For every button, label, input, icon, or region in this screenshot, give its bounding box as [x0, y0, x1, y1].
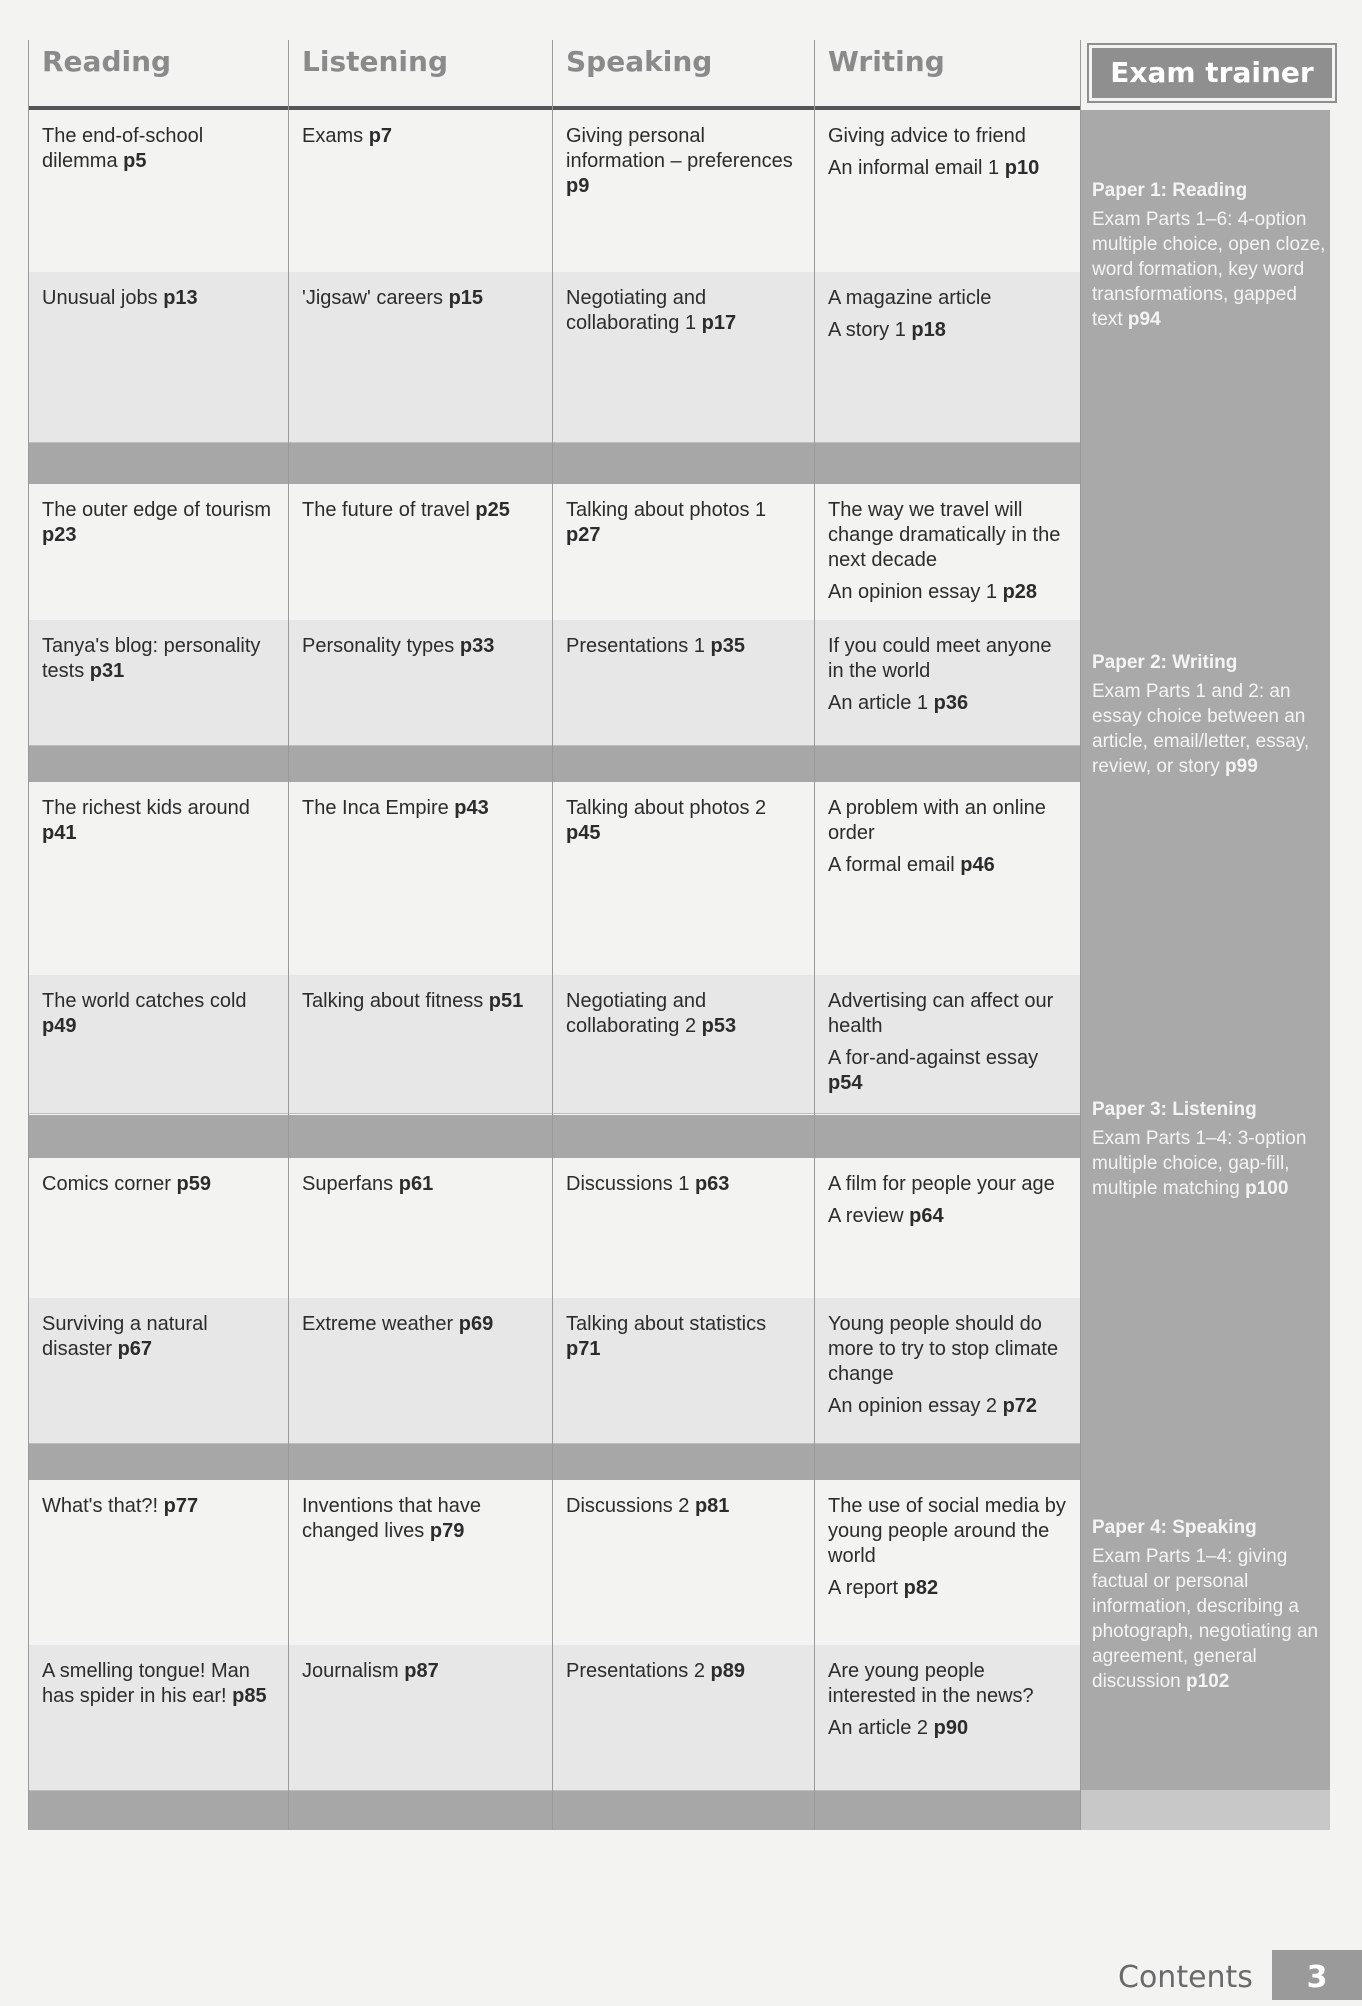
- reading-entry: [42, 1312, 278, 1362]
- exam-paper-page-ref[interactable]: p100: [1245, 1178, 1289, 1199]
- listening-entry: [302, 634, 542, 659]
- cell-writing: [814, 1298, 1080, 1443]
- writing-topic: If you could meet anyone in the world: [828, 635, 1052, 682]
- writing-entry: [828, 1716, 1070, 1741]
- reading-topic: Surviving a natural disaster: [42, 1313, 208, 1360]
- writing-topic: Young people should do more to try to stop climate change: [828, 1313, 1059, 1385]
- exam-paper-title: Paper 4: Speaking: [1092, 1517, 1257, 1538]
- listening-page-ref[interactable]: p33: [459, 635, 495, 657]
- column-divider: [1080, 40, 1081, 1830]
- reading-page-ref[interactable]: p23: [42, 524, 77, 546]
- cell-listening: [288, 110, 552, 272]
- exam-trainer-column-footer: [1080, 1790, 1330, 1830]
- cell-writing: [814, 110, 1080, 272]
- writing-topic: A magazine article: [828, 287, 992, 309]
- writing-topic: Advertising can affect our health: [828, 990, 1054, 1037]
- writing-entry: [828, 1576, 1070, 1601]
- reading-page-ref[interactable]: p49: [42, 1015, 77, 1037]
- speaking-topic: Discussions 1: [566, 1173, 695, 1195]
- reading-topic: The richest kids around: [42, 797, 250, 819]
- writing-entry: [828, 1172, 1070, 1197]
- speaking-page-ref[interactable]: p53: [701, 1015, 737, 1037]
- writing-topic: The way we travel will change dramatically in the next decade: [828, 499, 1061, 571]
- exam-paper: [1092, 650, 1328, 779]
- table-row: [28, 1158, 1080, 1299]
- column-divider: [552, 40, 553, 1830]
- speaking-page-ref[interactable]: p45: [566, 822, 601, 844]
- speaking-entry: [566, 1312, 804, 1362]
- writing-topic: Are young people interested in the news?: [828, 1660, 1034, 1707]
- reading-topic: The end-of-school dilemma: [42, 125, 204, 172]
- table-row: [28, 975, 1080, 1114]
- cell-speaking: [552, 975, 814, 1113]
- writing-topic: A formal email: [828, 854, 961, 876]
- cell-reading: [28, 110, 288, 272]
- reading-topic: Comics corner: [42, 1173, 177, 1195]
- reading-page-ref[interactable]: p85: [232, 1685, 267, 1707]
- cell-reading: [28, 1645, 288, 1790]
- cell-reading: [28, 272, 288, 442]
- header-speaking: Speaking: [566, 45, 713, 78]
- writing-topic: A review: [828, 1205, 910, 1227]
- speaking-entry: [566, 989, 804, 1039]
- writing-entry: [828, 1046, 1070, 1096]
- writing-page-ref[interactable]: p64: [909, 1205, 944, 1227]
- listening-topic: Talking about fitness: [302, 990, 489, 1012]
- cell-writing: [814, 484, 1080, 620]
- exam-paper-description: Exam Parts 1–6: 4-option multiple choice, open cloze, word formation, key word transformations, gapped text: [1092, 209, 1326, 330]
- listening-entry: [302, 1312, 542, 1337]
- exam-paper-title: Paper 3: Listening: [1092, 1099, 1257, 1120]
- cell-reading: [28, 1158, 288, 1298]
- table-row: [28, 1298, 1080, 1444]
- table-row: [28, 1480, 1080, 1646]
- cell-reading: [28, 484, 288, 620]
- reading-entry: [42, 1172, 278, 1197]
- cell-reading: [28, 620, 288, 745]
- listening-topic: Journalism: [302, 1660, 405, 1682]
- writing-topic: The use of social media by young people around the world: [828, 1495, 1066, 1567]
- speaking-page-ref[interactable]: p63: [694, 1173, 730, 1195]
- writing-entry: [828, 318, 1070, 343]
- speaking-topic: Talking about photos 1: [566, 499, 767, 521]
- reading-page-ref[interactable]: p77: [163, 1495, 199, 1517]
- exam-paper: [1092, 178, 1328, 332]
- exam-paper-title: Paper 1: Reading: [1092, 180, 1248, 201]
- writing-entry: [828, 1394, 1070, 1419]
- writing-entry: [828, 286, 1070, 311]
- cell-reading: [28, 1298, 288, 1443]
- exam-paper-description: Exam Parts 1–4: giving factual or personal information, describing a photograph, negotiating an agreement, general discussion: [1092, 1546, 1319, 1692]
- cell-listening: [288, 484, 552, 620]
- cell-reading: [28, 782, 288, 975]
- speaking-page-ref[interactable]: p17: [701, 312, 737, 334]
- cell-reading: [28, 975, 288, 1113]
- cell-listening: [288, 1158, 552, 1298]
- cell-writing: [814, 1480, 1080, 1645]
- writing-topic: An opinion essay 2: [828, 1395, 1003, 1417]
- unit-divider-band: [28, 1115, 1080, 1158]
- cell-listening: [288, 782, 552, 975]
- reading-topic: What's that?!: [42, 1495, 164, 1517]
- reading-entry: [42, 634, 278, 684]
- listening-topic: The future of travel: [302, 499, 476, 521]
- writing-topic: An informal email 1: [828, 157, 1005, 179]
- writing-entry: [828, 498, 1070, 573]
- writing-page-ref[interactable]: p18: [911, 319, 946, 341]
- cell-writing: [814, 620, 1080, 745]
- speaking-entry: [566, 286, 804, 336]
- speaking-page-ref[interactable]: p89: [710, 1660, 745, 1682]
- listening-page-ref[interactable]: p69: [458, 1313, 494, 1335]
- cell-speaking: [552, 782, 814, 975]
- speaking-topic: Discussions 2: [566, 1495, 695, 1517]
- writing-page-ref[interactable]: p90: [933, 1717, 969, 1739]
- reading-topic: The world catches cold: [42, 990, 247, 1012]
- column-divider: [288, 40, 289, 1830]
- reading-entry: [42, 796, 278, 846]
- cell-writing: [814, 782, 1080, 975]
- writing-entry: [828, 634, 1070, 684]
- writing-page-ref[interactable]: p46: [960, 854, 995, 876]
- speaking-topic: Presentations 2: [566, 1660, 711, 1682]
- column-divider: [28, 40, 29, 1830]
- table-row: [28, 782, 1080, 976]
- listening-topic: Inventions that have changed lives: [302, 1495, 482, 1542]
- speaking-page-ref[interactable]: p71: [566, 1338, 601, 1360]
- listening-entry: [302, 498, 542, 523]
- writing-topic: A report: [828, 1577, 904, 1599]
- listening-topic: 'Jigsaw' careers: [302, 287, 449, 309]
- cell-speaking: [552, 1298, 814, 1443]
- speaking-entry: [566, 1659, 804, 1684]
- reading-entry: [42, 286, 278, 311]
- writing-page-ref[interactable]: p36: [933, 692, 969, 714]
- writing-topic: A problem with an online order: [828, 797, 1046, 844]
- exam-paper: [1092, 1097, 1328, 1201]
- exam-paper-page-ref[interactable]: p99: [1225, 756, 1258, 777]
- writing-entry: [828, 1494, 1070, 1569]
- cell-speaking: [552, 484, 814, 620]
- listening-topic: Extreme weather: [302, 1313, 459, 1335]
- listening-topic: Superfans: [302, 1173, 399, 1195]
- cell-speaking: [552, 110, 814, 272]
- table-row: [28, 1645, 1080, 1791]
- cell-writing: [814, 272, 1080, 442]
- reading-page-ref[interactable]: p59: [176, 1173, 211, 1195]
- writing-entry: [828, 124, 1070, 149]
- exam-paper-page-ref[interactable]: p94: [1127, 309, 1161, 330]
- writing-page-ref[interactable]: p54: [828, 1072, 863, 1094]
- unit-divider-band: [28, 442, 1080, 484]
- reading-entry: [42, 124, 278, 174]
- exam-trainer-title: Exam trainer: [1092, 48, 1332, 98]
- listening-page-ref[interactable]: p7: [368, 125, 393, 147]
- reading-page-ref[interactable]: p13: [163, 287, 198, 309]
- listening-page-ref[interactable]: p25: [475, 499, 510, 521]
- writing-page-ref[interactable]: p10: [1004, 157, 1040, 179]
- writing-topic: Giving advice to friend: [828, 125, 1026, 147]
- writing-page-ref[interactable]: p28: [1002, 581, 1038, 603]
- cell-reading: [28, 1480, 288, 1645]
- listening-entry: [302, 796, 542, 821]
- writing-page-ref[interactable]: p72: [1002, 1395, 1038, 1417]
- cell-listening: [288, 620, 552, 745]
- speaking-topic: Giving personal information – preferences: [566, 125, 793, 172]
- reading-entry: [42, 1659, 278, 1709]
- cell-speaking: [552, 1645, 814, 1790]
- exam-paper-title: Paper 2: Writing: [1092, 652, 1238, 673]
- exam-paper-page-ref[interactable]: p102: [1186, 1671, 1230, 1692]
- writing-entry: [828, 156, 1070, 181]
- speaking-entry: [566, 498, 804, 548]
- writing-entry: [828, 691, 1070, 716]
- cell-writing: [814, 1158, 1080, 1298]
- cell-listening: [288, 1645, 552, 1790]
- exam-paper-description: Exam Parts 1–4: 3-option multiple choice, gap-fill, multiple matching: [1092, 1128, 1307, 1199]
- speaking-topic: Talking about statistics: [566, 1313, 767, 1335]
- header-listening: Listening: [302, 45, 448, 78]
- speaking-topic: Talking about photos 2: [566, 797, 767, 819]
- listening-entry: [302, 286, 542, 311]
- table-row: [28, 272, 1080, 443]
- cell-speaking: [552, 1480, 814, 1645]
- cell-writing: [814, 975, 1080, 1113]
- reading-entry: [42, 989, 278, 1039]
- cell-listening: [288, 1298, 552, 1443]
- writing-topic: A for-and-against essay: [828, 1047, 1039, 1069]
- listening-page-ref[interactable]: p15: [448, 287, 484, 309]
- speaking-entry: [566, 1172, 804, 1197]
- unit-divider-band: [28, 745, 1080, 782]
- unit-divider-band: [28, 1440, 1080, 1480]
- speaking-entry: [566, 124, 804, 199]
- speaking-entry: [566, 634, 804, 659]
- listening-entry: [302, 1494, 542, 1544]
- writing-entry: [828, 1659, 1070, 1709]
- reading-page-ref[interactable]: p31: [89, 660, 125, 682]
- listening-topic: The Inca Empire: [302, 797, 455, 819]
- listening-entry: [302, 1659, 542, 1684]
- speaking-page-ref[interactable]: p9: [566, 175, 590, 197]
- cell-listening: [288, 272, 552, 442]
- header-reading: Reading: [42, 45, 172, 78]
- reading-topic: Tanya's blog: personality tests: [42, 635, 261, 682]
- writing-entry: [828, 796, 1070, 846]
- speaking-page-ref[interactable]: p35: [710, 635, 745, 657]
- listening-page-ref[interactable]: p79: [429, 1520, 465, 1542]
- unit-divider-band: [28, 1790, 1080, 1830]
- cell-speaking: [552, 620, 814, 745]
- cell-listening: [288, 1480, 552, 1645]
- cell-speaking: [552, 272, 814, 442]
- writing-entry: [828, 853, 1070, 878]
- exam-paper: [1092, 1515, 1328, 1694]
- listening-topic: Exams: [302, 125, 369, 147]
- speaking-entry: [566, 796, 804, 846]
- reading-page-ref[interactable]: p67: [117, 1338, 153, 1360]
- writing-page-ref[interactable]: p82: [903, 1577, 939, 1599]
- cell-listening: [288, 975, 552, 1113]
- speaking-page-ref[interactable]: p27: [566, 524, 601, 546]
- exam-paper-description: Exam Parts 1 and 2: an essay choice between an article, email/letter, essay, review, or story: [1092, 681, 1310, 777]
- listening-entry: [302, 989, 542, 1014]
- listening-entry: [302, 1172, 542, 1197]
- speaking-topic: Presentations 1: [566, 635, 711, 657]
- cell-speaking: [552, 1158, 814, 1298]
- reading-page-ref[interactable]: p41: [42, 822, 77, 844]
- writing-entry: [828, 580, 1070, 605]
- listening-page-ref[interactable]: p43: [454, 797, 489, 819]
- writing-entry: [828, 1204, 1070, 1229]
- writing-topic: An article 2: [828, 1717, 934, 1739]
- reading-topic: The outer edge of tourism: [42, 499, 272, 521]
- writing-topic: An opinion essay 1: [828, 581, 1003, 603]
- table-row: [28, 110, 1080, 273]
- speaking-topic: Negotiating and collaborating 1: [566, 287, 707, 334]
- page-number: 3: [1272, 1950, 1362, 2000]
- speaking-entry: [566, 1494, 804, 1519]
- column-divider: [814, 40, 815, 1830]
- writing-topic: A film for people your age: [828, 1173, 1055, 1195]
- reading-topic: Unusual jobs: [42, 287, 164, 309]
- reading-entry: [42, 1494, 278, 1519]
- listening-entry: [302, 124, 542, 149]
- speaking-topic: Negotiating and collaborating 2: [566, 990, 707, 1037]
- cell-writing: [814, 1645, 1080, 1790]
- listening-page-ref[interactable]: p51: [488, 990, 524, 1012]
- speaking-page-ref[interactable]: p81: [694, 1495, 730, 1517]
- header-writing: Writing: [828, 45, 945, 78]
- writing-entry: [828, 1312, 1070, 1387]
- writing-entry: [828, 989, 1070, 1039]
- reading-topic: A smelling tongue! Man has spider in his ear!: [42, 1660, 250, 1707]
- footer-label: Contents: [1118, 1960, 1253, 1995]
- listening-topic: Personality types: [302, 635, 460, 657]
- writing-topic: A story 1: [828, 319, 912, 341]
- reading-entry: [42, 498, 278, 548]
- table-row: [28, 484, 1080, 621]
- table-row: [28, 620, 1080, 746]
- reading-page-ref[interactable]: p5: [123, 150, 147, 172]
- writing-topic: An article 1: [828, 692, 934, 714]
- listening-page-ref[interactable]: p87: [404, 1660, 439, 1682]
- listening-page-ref[interactable]: p61: [398, 1173, 434, 1195]
